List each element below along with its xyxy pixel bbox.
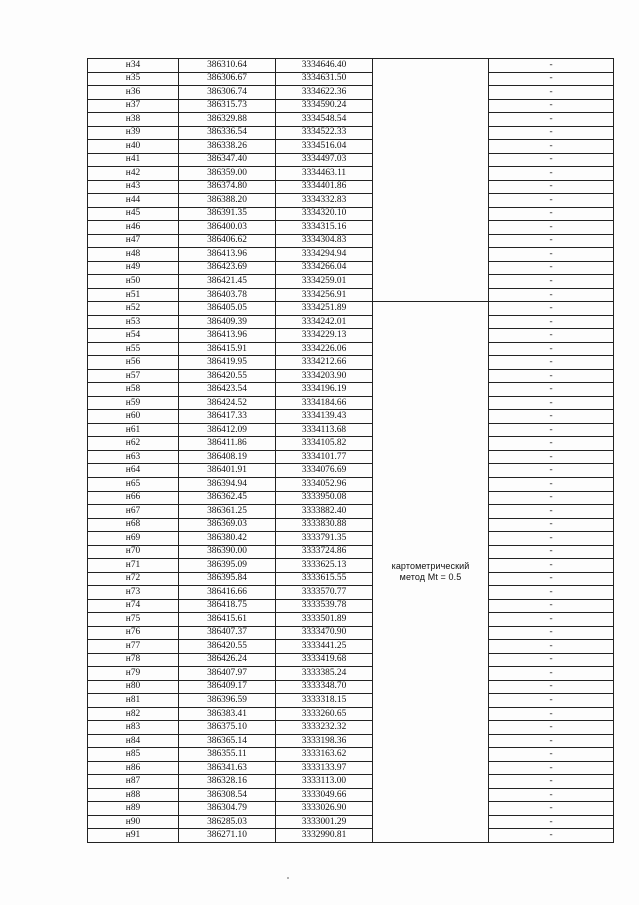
- table-row: [88, 464, 614, 478]
- point-cell: н39: [88, 126, 179, 140]
- point-cell: н82: [88, 707, 179, 721]
- mark-cell: -: [489, 680, 614, 694]
- mark-cell: -: [489, 437, 614, 451]
- table-row: [88, 180, 614, 194]
- mark-cell: -: [489, 667, 614, 681]
- y-coordinate-cell: 3333539.78: [276, 599, 373, 613]
- mark-cell: -: [489, 788, 614, 802]
- mark-cell: -: [489, 356, 614, 370]
- mark-cell: -: [489, 383, 614, 397]
- y-coordinate-cell: 3334320.10: [276, 207, 373, 221]
- mark-cell: -: [489, 248, 614, 262]
- point-cell: н75: [88, 613, 179, 627]
- y-coordinate-cell: 3333615.55: [276, 572, 373, 586]
- x-coordinate-cell: 386417.33: [179, 410, 276, 424]
- method-cell: [373, 302, 489, 843]
- point-cell: н78: [88, 653, 179, 667]
- coordinates-table-body: [88, 59, 614, 843]
- table-row: [88, 680, 614, 694]
- table-row: [88, 518, 614, 532]
- point-cell: н60: [88, 410, 179, 424]
- y-coordinate-cell: 3334076.69: [276, 464, 373, 478]
- table-row: [88, 802, 614, 816]
- y-coordinate-cell: 3333133.97: [276, 761, 373, 775]
- mark-cell: -: [489, 761, 614, 775]
- x-coordinate-cell: 386328.16: [179, 775, 276, 789]
- point-cell: н81: [88, 694, 179, 708]
- y-coordinate-cell: 3333570.77: [276, 586, 373, 600]
- point-cell: н53: [88, 315, 179, 329]
- y-coordinate-cell: 3333049.66: [276, 788, 373, 802]
- table-row: [88, 559, 614, 573]
- x-coordinate-cell: 386411.86: [179, 437, 276, 451]
- table-row: [88, 329, 614, 343]
- x-coordinate-cell: 386421.45: [179, 275, 276, 289]
- mark-cell: -: [489, 86, 614, 100]
- y-coordinate-cell: 3333830.88: [276, 518, 373, 532]
- y-coordinate-cell: 3334548.54: [276, 113, 373, 127]
- y-coordinate-cell: 3333260.65: [276, 707, 373, 721]
- table-row: [88, 477, 614, 491]
- x-coordinate-cell: 386419.95: [179, 356, 276, 370]
- table-row: [88, 788, 614, 802]
- y-coordinate-cell: 3334266.04: [276, 261, 373, 275]
- y-coordinate-cell: 3334646.40: [276, 59, 373, 73]
- table-row: [88, 248, 614, 262]
- mark-cell: -: [489, 532, 614, 546]
- table-row: [88, 396, 614, 410]
- y-coordinate-cell: 3334463.11: [276, 167, 373, 181]
- table-row: [88, 140, 614, 154]
- y-coordinate-cell: 3333950.08: [276, 491, 373, 505]
- point-cell: н44: [88, 194, 179, 208]
- point-cell: н55: [88, 342, 179, 356]
- point-cell: н51: [88, 288, 179, 302]
- method-cell-empty: [373, 59, 489, 302]
- y-coordinate-cell: 3333470.90: [276, 626, 373, 640]
- mark-cell: -: [489, 423, 614, 437]
- x-coordinate-cell: 386306.74: [179, 86, 276, 100]
- y-coordinate-cell: 3333882.40: [276, 505, 373, 519]
- mark-cell: -: [489, 72, 614, 86]
- mark-cell: -: [489, 572, 614, 586]
- mark-cell: -: [489, 748, 614, 762]
- mark-cell: -: [489, 545, 614, 559]
- y-coordinate-cell: 3334401.86: [276, 180, 373, 194]
- x-coordinate-cell: 386395.09: [179, 559, 276, 573]
- y-coordinate-cell: 3334294.94: [276, 248, 373, 262]
- mark-cell: -: [489, 626, 614, 640]
- y-coordinate-cell: 3334242.01: [276, 315, 373, 329]
- x-coordinate-cell: 386423.69: [179, 261, 276, 275]
- method-line-2: метод Mt = 0.5: [399, 572, 462, 583]
- point-cell: н62: [88, 437, 179, 451]
- x-coordinate-cell: 386271.10: [179, 829, 276, 843]
- table-row: [88, 167, 614, 181]
- mark-cell: -: [489, 288, 614, 302]
- point-cell: н50: [88, 275, 179, 289]
- table-row: [88, 707, 614, 721]
- mark-cell: -: [489, 694, 614, 708]
- x-coordinate-cell: 386383.41: [179, 707, 276, 721]
- y-coordinate-cell: 3333198.36: [276, 734, 373, 748]
- y-coordinate-cell: 3334251.89: [276, 302, 373, 316]
- table-row: [88, 302, 614, 316]
- y-coordinate-cell: 3333724.86: [276, 545, 373, 559]
- x-coordinate-cell: 386336.54: [179, 126, 276, 140]
- x-coordinate-cell: 386413.96: [179, 329, 276, 343]
- y-coordinate-cell: 3333348.70: [276, 680, 373, 694]
- mark-cell: -: [489, 734, 614, 748]
- table-row: [88, 829, 614, 843]
- table-row: [88, 721, 614, 735]
- mark-cell: -: [489, 721, 614, 735]
- mark-cell: -: [489, 369, 614, 383]
- mark-cell: -: [489, 315, 614, 329]
- x-coordinate-cell: 386285.03: [179, 815, 276, 829]
- table-row: [88, 342, 614, 356]
- mark-cell: -: [489, 559, 614, 573]
- point-cell: н42: [88, 167, 179, 181]
- x-coordinate-cell: 386338.26: [179, 140, 276, 154]
- mark-cell: -: [489, 140, 614, 154]
- point-cell: н73: [88, 586, 179, 600]
- point-cell: н64: [88, 464, 179, 478]
- mark-cell: -: [489, 180, 614, 194]
- point-cell: н40: [88, 140, 179, 154]
- y-coordinate-cell: 3333001.29: [276, 815, 373, 829]
- y-coordinate-cell: 3333625.13: [276, 559, 373, 573]
- mark-cell: -: [489, 815, 614, 829]
- y-coordinate-cell: 3334622.36: [276, 86, 373, 100]
- x-coordinate-cell: 386347.40: [179, 153, 276, 167]
- point-cell: н88: [88, 788, 179, 802]
- table-row: [88, 383, 614, 397]
- x-coordinate-cell: 386310.64: [179, 59, 276, 73]
- mark-cell: -: [489, 113, 614, 127]
- x-coordinate-cell: 386424.52: [179, 396, 276, 410]
- x-coordinate-cell: 386409.17: [179, 680, 276, 694]
- point-cell: н63: [88, 450, 179, 464]
- x-coordinate-cell: 386380.42: [179, 532, 276, 546]
- mark-cell: -: [489, 450, 614, 464]
- x-coordinate-cell: 386395.84: [179, 572, 276, 586]
- x-coordinate-cell: 386407.97: [179, 667, 276, 681]
- table-row: [88, 153, 614, 167]
- table-row: [88, 221, 614, 235]
- table-row: [88, 113, 614, 127]
- point-cell: н52: [88, 302, 179, 316]
- point-cell: н48: [88, 248, 179, 262]
- y-coordinate-cell: 3334184.66: [276, 396, 373, 410]
- mark-cell: -: [489, 640, 614, 654]
- y-coordinate-cell: 3334304.83: [276, 234, 373, 248]
- point-cell: н90: [88, 815, 179, 829]
- table-row: [88, 450, 614, 464]
- table-row: [88, 369, 614, 383]
- y-coordinate-cell: 3334256.91: [276, 288, 373, 302]
- table-row: [88, 734, 614, 748]
- x-coordinate-cell: 386361.25: [179, 505, 276, 519]
- x-coordinate-cell: 386405.05: [179, 302, 276, 316]
- y-coordinate-cell: 3333113.00: [276, 775, 373, 789]
- y-coordinate-cell: 3334139.43: [276, 410, 373, 424]
- point-cell: н35: [88, 72, 179, 86]
- table-row: [88, 275, 614, 289]
- table-row: [88, 410, 614, 424]
- table-row: [88, 586, 614, 600]
- x-coordinate-cell: 386365.14: [179, 734, 276, 748]
- method-line-1: картометрический: [391, 561, 470, 572]
- point-cell: н59: [88, 396, 179, 410]
- y-coordinate-cell: 3334516.04: [276, 140, 373, 154]
- point-cell: н65: [88, 477, 179, 491]
- mark-cell: -: [489, 599, 614, 613]
- mark-cell: -: [489, 99, 614, 113]
- point-cell: н76: [88, 626, 179, 640]
- y-coordinate-cell: 3334101.77: [276, 450, 373, 464]
- y-coordinate-cell: 3334212.66: [276, 356, 373, 370]
- x-coordinate-cell: 386394.94: [179, 477, 276, 491]
- table-row: [88, 613, 614, 627]
- table-row: [88, 815, 614, 829]
- mark-cell: -: [489, 194, 614, 208]
- x-coordinate-cell: 386415.61: [179, 613, 276, 627]
- point-cell: н38: [88, 113, 179, 127]
- y-coordinate-cell: 3333441.25: [276, 640, 373, 654]
- mark-cell: -: [489, 207, 614, 221]
- y-coordinate-cell: 3334052.96: [276, 477, 373, 491]
- mark-cell: -: [489, 829, 614, 843]
- table-row: [88, 761, 614, 775]
- y-coordinate-cell: 3334226.06: [276, 342, 373, 356]
- y-coordinate-cell: 3333318.15: [276, 694, 373, 708]
- table-row: [88, 775, 614, 789]
- x-coordinate-cell: 386391.35: [179, 207, 276, 221]
- mark-cell: -: [489, 275, 614, 289]
- point-cell: н80: [88, 680, 179, 694]
- x-coordinate-cell: 386400.03: [179, 221, 276, 235]
- table-row: [88, 653, 614, 667]
- y-coordinate-cell: 3334631.50: [276, 72, 373, 86]
- x-coordinate-cell: 386306.67: [179, 72, 276, 86]
- x-coordinate-cell: 386403.78: [179, 288, 276, 302]
- mark-cell: -: [489, 586, 614, 600]
- x-coordinate-cell: 386409.39: [179, 315, 276, 329]
- table-row: [88, 234, 614, 248]
- x-coordinate-cell: 386416.66: [179, 586, 276, 600]
- point-cell: н77: [88, 640, 179, 654]
- mark-cell: -: [489, 653, 614, 667]
- y-coordinate-cell: 3334203.90: [276, 369, 373, 383]
- point-cell: н85: [88, 748, 179, 762]
- table-row: [88, 694, 614, 708]
- table-row: [88, 491, 614, 505]
- table-row: [88, 99, 614, 113]
- mark-cell: -: [489, 410, 614, 424]
- mark-cell: -: [489, 342, 614, 356]
- point-cell: н68: [88, 518, 179, 532]
- x-coordinate-cell: 386415.91: [179, 342, 276, 356]
- table-row: [88, 505, 614, 519]
- x-coordinate-cell: 386407.37: [179, 626, 276, 640]
- point-cell: н34: [88, 59, 179, 73]
- table-row: [88, 640, 614, 654]
- y-coordinate-cell: 3333501.89: [276, 613, 373, 627]
- x-coordinate-cell: 386420.55: [179, 640, 276, 654]
- point-cell: н66: [88, 491, 179, 505]
- point-cell: н46: [88, 221, 179, 235]
- y-coordinate-cell: 3333419.68: [276, 653, 373, 667]
- y-coordinate-cell: 3334497.03: [276, 153, 373, 167]
- mark-cell: -: [489, 234, 614, 248]
- y-coordinate-cell: 3333026.90: [276, 802, 373, 816]
- table-row: [88, 667, 614, 681]
- x-coordinate-cell: 386388.20: [179, 194, 276, 208]
- point-cell: н70: [88, 545, 179, 559]
- mark-cell: -: [489, 613, 614, 627]
- point-cell: н83: [88, 721, 179, 735]
- mark-cell: -: [489, 329, 614, 343]
- mark-cell: -: [489, 464, 614, 478]
- y-coordinate-cell: 3332990.81: [276, 829, 373, 843]
- mark-cell: -: [489, 491, 614, 505]
- point-cell: н72: [88, 572, 179, 586]
- x-coordinate-cell: 386420.55: [179, 369, 276, 383]
- table-row: [88, 572, 614, 586]
- table-row: [88, 545, 614, 559]
- table-row: [88, 356, 614, 370]
- x-coordinate-cell: 386308.54: [179, 788, 276, 802]
- mark-cell: -: [489, 477, 614, 491]
- mark-cell: -: [489, 396, 614, 410]
- point-cell: н69: [88, 532, 179, 546]
- x-coordinate-cell: 386396.59: [179, 694, 276, 708]
- point-cell: н54: [88, 329, 179, 343]
- point-cell: н57: [88, 369, 179, 383]
- x-coordinate-cell: 386375.10: [179, 721, 276, 735]
- point-cell: н47: [88, 234, 179, 248]
- y-coordinate-cell: 3334105.82: [276, 437, 373, 451]
- table-row: [88, 194, 614, 208]
- x-coordinate-cell: 386341.63: [179, 761, 276, 775]
- table-row: [88, 532, 614, 546]
- x-coordinate-cell: 386406.62: [179, 234, 276, 248]
- x-coordinate-cell: 386362.45: [179, 491, 276, 505]
- x-coordinate-cell: 386423.54: [179, 383, 276, 397]
- point-cell: н43: [88, 180, 179, 194]
- x-coordinate-cell: 386315.73: [179, 99, 276, 113]
- x-coordinate-cell: 386374.80: [179, 180, 276, 194]
- y-coordinate-cell: 3334522.33: [276, 126, 373, 140]
- table-row: [88, 207, 614, 221]
- x-coordinate-cell: 386359.00: [179, 167, 276, 181]
- x-coordinate-cell: 386412.09: [179, 423, 276, 437]
- point-cell: н89: [88, 802, 179, 816]
- y-coordinate-cell: 3333385.24: [276, 667, 373, 681]
- point-cell: н67: [88, 505, 179, 519]
- point-cell: н58: [88, 383, 179, 397]
- y-coordinate-cell: 3334590.24: [276, 99, 373, 113]
- x-coordinate-cell: 386390.00: [179, 545, 276, 559]
- mark-cell: -: [489, 153, 614, 167]
- table-row: [88, 288, 614, 302]
- x-coordinate-cell: 386304.79: [179, 802, 276, 816]
- point-cell: н84: [88, 734, 179, 748]
- table-row: [88, 261, 614, 275]
- mark-cell: -: [489, 707, 614, 721]
- y-coordinate-cell: 3334196.19: [276, 383, 373, 397]
- y-coordinate-cell: 3334315.16: [276, 221, 373, 235]
- mark-cell: -: [489, 59, 614, 73]
- mark-cell: -: [489, 775, 614, 789]
- point-cell: н74: [88, 599, 179, 613]
- point-cell: н86: [88, 761, 179, 775]
- x-coordinate-cell: 386401.91: [179, 464, 276, 478]
- x-coordinate-cell: 386355.11: [179, 748, 276, 762]
- y-coordinate-cell: 3333232.32: [276, 721, 373, 735]
- x-coordinate-cell: 386418.75: [179, 599, 276, 613]
- point-cell: н91: [88, 829, 179, 843]
- y-coordinate-cell: 3333163.62: [276, 748, 373, 762]
- table-row: [88, 126, 614, 140]
- x-coordinate-cell: 386369.03: [179, 518, 276, 532]
- point-cell: н49: [88, 261, 179, 275]
- mark-cell: -: [489, 261, 614, 275]
- point-cell: н41: [88, 153, 179, 167]
- mark-cell: -: [489, 126, 614, 140]
- table-row: [88, 72, 614, 86]
- mark-cell: -: [489, 167, 614, 181]
- table-row: [88, 315, 614, 329]
- point-cell: н79: [88, 667, 179, 681]
- table-row: [88, 437, 614, 451]
- x-coordinate-cell: 386426.24: [179, 653, 276, 667]
- x-coordinate-cell: 386329.88: [179, 113, 276, 127]
- y-coordinate-cell: 3334332.83: [276, 194, 373, 208]
- point-cell: н71: [88, 559, 179, 573]
- y-coordinate-cell: 3334113.68: [276, 423, 373, 437]
- x-coordinate-cell: 386408.19: [179, 450, 276, 464]
- x-coordinate-cell: 386413.96: [179, 248, 276, 262]
- point-cell: н56: [88, 356, 179, 370]
- mark-cell: -: [489, 518, 614, 532]
- y-coordinate-cell: 3334259.01: [276, 275, 373, 289]
- y-coordinate-cell: 3333791.35: [276, 532, 373, 546]
- scan-speck: [287, 877, 289, 879]
- table-row: [88, 423, 614, 437]
- point-cell: н61: [88, 423, 179, 437]
- mark-cell: -: [489, 302, 614, 316]
- coordinates-table: [87, 58, 614, 843]
- table-row: [88, 599, 614, 613]
- table-row: [88, 86, 614, 100]
- point-cell: н36: [88, 86, 179, 100]
- point-cell: н45: [88, 207, 179, 221]
- table-row: [88, 59, 614, 73]
- y-coordinate-cell: 3334229.13: [276, 329, 373, 343]
- point-cell: н37: [88, 99, 179, 113]
- mark-cell: -: [489, 802, 614, 816]
- table-row: [88, 626, 614, 640]
- mark-cell: -: [489, 221, 614, 235]
- mark-cell: -: [489, 505, 614, 519]
- point-cell: н87: [88, 775, 179, 789]
- table-row: [88, 748, 614, 762]
